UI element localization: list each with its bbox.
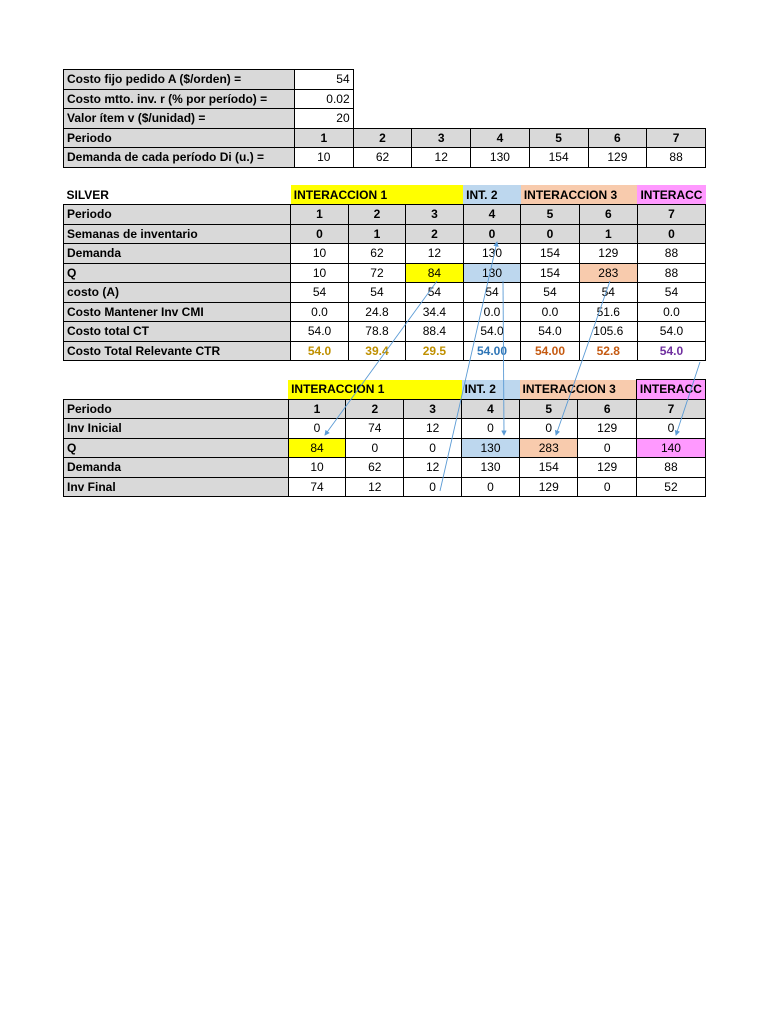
cell[interactable]: 4 (462, 399, 520, 419)
cell[interactable]: 130 (462, 458, 520, 478)
cell[interactable]: 129 (578, 458, 636, 478)
demand-cell[interactable]: 62 (353, 148, 412, 168)
cell[interactable]: 12 (346, 477, 404, 497)
row-label[interactable]: Inv Final (64, 477, 289, 497)
cell[interactable]: 0 (636, 419, 705, 439)
cell[interactable]: 0 (288, 419, 346, 439)
param-row (64, 70, 706, 90)
cell[interactable]: 1 (348, 224, 405, 244)
cell[interactable]: 52.8 (579, 341, 637, 361)
cell[interactable]: 54.0 (637, 341, 705, 361)
silver-table (63, 185, 706, 361)
cell[interactable]: 39.4 (348, 341, 405, 361)
row-label[interactable]: Demanda (64, 458, 289, 478)
row-label[interactable]: costo (A) (64, 283, 291, 303)
demand-label[interactable]: Demanda de cada período Di (u.) = (64, 148, 295, 168)
cell-highlight-yellow[interactable]: 84 (288, 438, 346, 458)
cell[interactable]: 78.8 (348, 322, 405, 342)
plan-header-row (64, 380, 706, 400)
silver-row-periodo (64, 205, 706, 225)
cell-highlight-orange[interactable]: 283 (520, 438, 578, 458)
row-label[interactable]: Semanas de inventario (64, 224, 291, 244)
period-cell[interactable]: 6 (588, 128, 647, 148)
cell[interactable]: 6 (579, 205, 637, 225)
parameters-table (63, 69, 706, 168)
cell[interactable]: 7 (636, 399, 705, 419)
cell[interactable]: 0 (404, 477, 462, 497)
cell[interactable]: 0 (520, 419, 578, 439)
silver-row-demanda (64, 244, 706, 264)
plan-row-demanda (64, 458, 706, 478)
demand-cell[interactable]: 12 (412, 148, 471, 168)
param-row (64, 89, 706, 109)
group-interaction-1[interactable]: INTERACCION 1 (288, 380, 461, 400)
cell[interactable]: 2 (406, 224, 463, 244)
group-interaction-2[interactable]: INT. 2 (462, 380, 520, 400)
cell[interactable]: 62 (348, 244, 405, 264)
period-label[interactable]: Periodo (64, 128, 295, 148)
param-label[interactable]: Costo fijo pedido A ($/orden) = (64, 70, 295, 90)
demand-cell[interactable]: 129 (588, 148, 647, 168)
cell[interactable]: 0 (404, 438, 462, 458)
cell[interactable]: 0.0 (291, 302, 348, 322)
silver-title[interactable]: SILVER (66, 187, 109, 202)
cell[interactable]: 0 (291, 224, 348, 244)
cell[interactable]: 1 (579, 224, 637, 244)
cell-highlight-blue[interactable]: 130 (462, 438, 520, 458)
cell[interactable]: 54.0 (291, 341, 348, 361)
cell[interactable]: 154 (520, 458, 578, 478)
cell[interactable]: 52 (636, 477, 705, 497)
period-cell[interactable]: 1 (294, 128, 353, 148)
cell[interactable]: 88 (636, 458, 705, 478)
param-value[interactable]: 20 (294, 109, 353, 129)
cell[interactable]: 130 (463, 244, 521, 264)
cell-highlight-orange[interactable]: 283 (579, 263, 637, 283)
cell-highlight-yellow[interactable]: 84 (406, 263, 463, 283)
cell[interactable]: 10 (291, 244, 348, 264)
cell[interactable]: 0 (637, 224, 705, 244)
cell[interactable]: 3 (406, 205, 463, 225)
silver-row-cmi (64, 302, 706, 322)
group-interaction-3[interactable]: INTERACCION 3 (520, 380, 637, 400)
cell[interactable]: 54.0 (521, 322, 579, 342)
cell[interactable]: 62 (346, 458, 404, 478)
plan-row-inv-inicial (64, 419, 706, 439)
group-interaction-4[interactable]: INTERACC (637, 185, 705, 205)
plan-row-periodo (64, 399, 706, 419)
row-label[interactable]: Costo Mantener Inv CMI (64, 302, 291, 322)
cell[interactable]: 54.0 (463, 322, 521, 342)
period-cell[interactable]: 2 (353, 128, 412, 148)
cell[interactable]: 0 (578, 477, 636, 497)
cell[interactable]: 3 (404, 399, 462, 419)
silver-row-ct (64, 322, 706, 342)
cell[interactable]: 54 (579, 283, 637, 303)
demand-cell[interactable]: 154 (529, 148, 588, 168)
cell[interactable]: 1 (291, 205, 348, 225)
period-cell[interactable]: 5 (529, 128, 588, 148)
cell[interactable]: 0 (578, 438, 636, 458)
row-label[interactable]: Periodo (64, 399, 289, 419)
plan-row-q (64, 438, 706, 458)
silver-row-semanas (64, 224, 706, 244)
cell[interactable]: 0 (346, 438, 404, 458)
cell[interactable]: 54 (463, 283, 521, 303)
cell[interactable]: 1 (288, 399, 346, 419)
cell[interactable]: 0.0 (463, 302, 521, 322)
demand-cell[interactable]: 130 (471, 148, 530, 168)
cell-highlight-pink[interactable]: 140 (636, 438, 705, 458)
cell[interactable]: 12 (406, 244, 463, 264)
param-row (64, 109, 706, 129)
cell[interactable]: 4 (463, 205, 521, 225)
cell[interactable]: 74 (288, 477, 346, 497)
cell[interactable]: 5 (520, 399, 578, 419)
cell[interactable]: 88 (637, 244, 705, 264)
cell[interactable]: 129 (520, 477, 578, 497)
cell[interactable]: 34.4 (406, 302, 463, 322)
cell[interactable]: 0 (462, 477, 520, 497)
cell[interactable]: 2 (348, 205, 405, 225)
cell[interactable]: 54.0 (637, 322, 705, 342)
cell[interactable]: 10 (291, 263, 348, 283)
silver-row-q (64, 263, 706, 283)
cell[interactable]: 74 (346, 419, 404, 439)
cell[interactable]: 12 (404, 458, 462, 478)
cell[interactable]: 54 (348, 283, 405, 303)
period-cell[interactable]: 4 (471, 128, 530, 148)
cell[interactable]: 2 (346, 399, 404, 419)
param-label[interactable]: Costo mtto. inv. r (% por período) = (64, 89, 295, 109)
demand-cell[interactable]: 88 (647, 148, 706, 168)
cell[interactable]: 0 (462, 419, 520, 439)
silver-header-row (64, 185, 706, 205)
plan-table (63, 379, 706, 497)
row-label[interactable]: Costo total CT (64, 322, 291, 342)
cell[interactable]: 51.6 (579, 302, 637, 322)
cell-highlight-blue[interactable]: 130 (463, 263, 521, 283)
cell[interactable]: 54 (521, 283, 579, 303)
silver-row-ctr (64, 341, 706, 361)
cell[interactable]: 88.4 (406, 322, 463, 342)
cell[interactable]: 5 (521, 205, 579, 225)
group-interaction-4[interactable]: INTERACC (636, 380, 705, 400)
demand-cell[interactable]: 10 (294, 148, 353, 168)
cell[interactable]: 154 (521, 263, 579, 283)
row-label[interactable]: Demanda (64, 244, 291, 264)
row-label[interactable]: Q (64, 438, 289, 458)
cell[interactable]: 54.00 (521, 341, 579, 361)
cell[interactable]: 6 (578, 399, 636, 419)
row-label[interactable]: Q (64, 263, 291, 283)
param-label[interactable]: Valor ítem v ($/unidad) = (64, 109, 295, 129)
row-label[interactable]: Inv Inicial (64, 419, 289, 439)
cell[interactable]: 0.0 (521, 302, 579, 322)
cell[interactable]: 29.5 (406, 341, 463, 361)
demand-row (64, 148, 706, 168)
group-interaction-3[interactable]: INTERACCION 3 (521, 185, 638, 205)
cell[interactable]: 54.0 (291, 322, 348, 342)
cell[interactable]: 24.8 (348, 302, 405, 322)
group-interaction-2[interactable]: INT. 2 (463, 185, 521, 205)
blank-cell (64, 380, 289, 400)
row-label[interactable]: Periodo (64, 205, 291, 225)
cell[interactable]: 7 (637, 205, 705, 225)
cell[interactable]: 12 (404, 419, 462, 439)
plan-row-inv-final (64, 477, 706, 497)
silver-row-costo-a (64, 283, 706, 303)
cell[interactable]: 54.00 (463, 341, 521, 361)
cell[interactable]: 0.0 (637, 302, 705, 322)
cell[interactable]: 54 (406, 283, 463, 303)
period-row (64, 128, 706, 148)
cell[interactable]: 129 (578, 419, 636, 439)
row-label[interactable]: Costo Total Relevante CTR (64, 341, 291, 361)
group-interaction-1[interactable]: INTERACCION 1 (291, 185, 463, 205)
cell[interactable]: 54 (291, 283, 348, 303)
cell[interactable]: 0 (521, 224, 579, 244)
cell[interactable]: 72 (348, 263, 405, 283)
cell[interactable]: 0 (463, 224, 521, 244)
cell[interactable]: 88 (637, 263, 705, 283)
cell[interactable]: 154 (521, 244, 579, 264)
cell[interactable]: 129 (579, 244, 637, 264)
param-value[interactable]: 0.02 (294, 89, 353, 109)
period-cell[interactable]: 7 (647, 128, 706, 148)
cell[interactable]: 54 (637, 283, 705, 303)
period-cell[interactable]: 3 (412, 128, 471, 148)
param-value[interactable]: 54 (294, 70, 353, 90)
cell[interactable]: 105.6 (579, 322, 637, 342)
cell[interactable]: 10 (288, 458, 346, 478)
